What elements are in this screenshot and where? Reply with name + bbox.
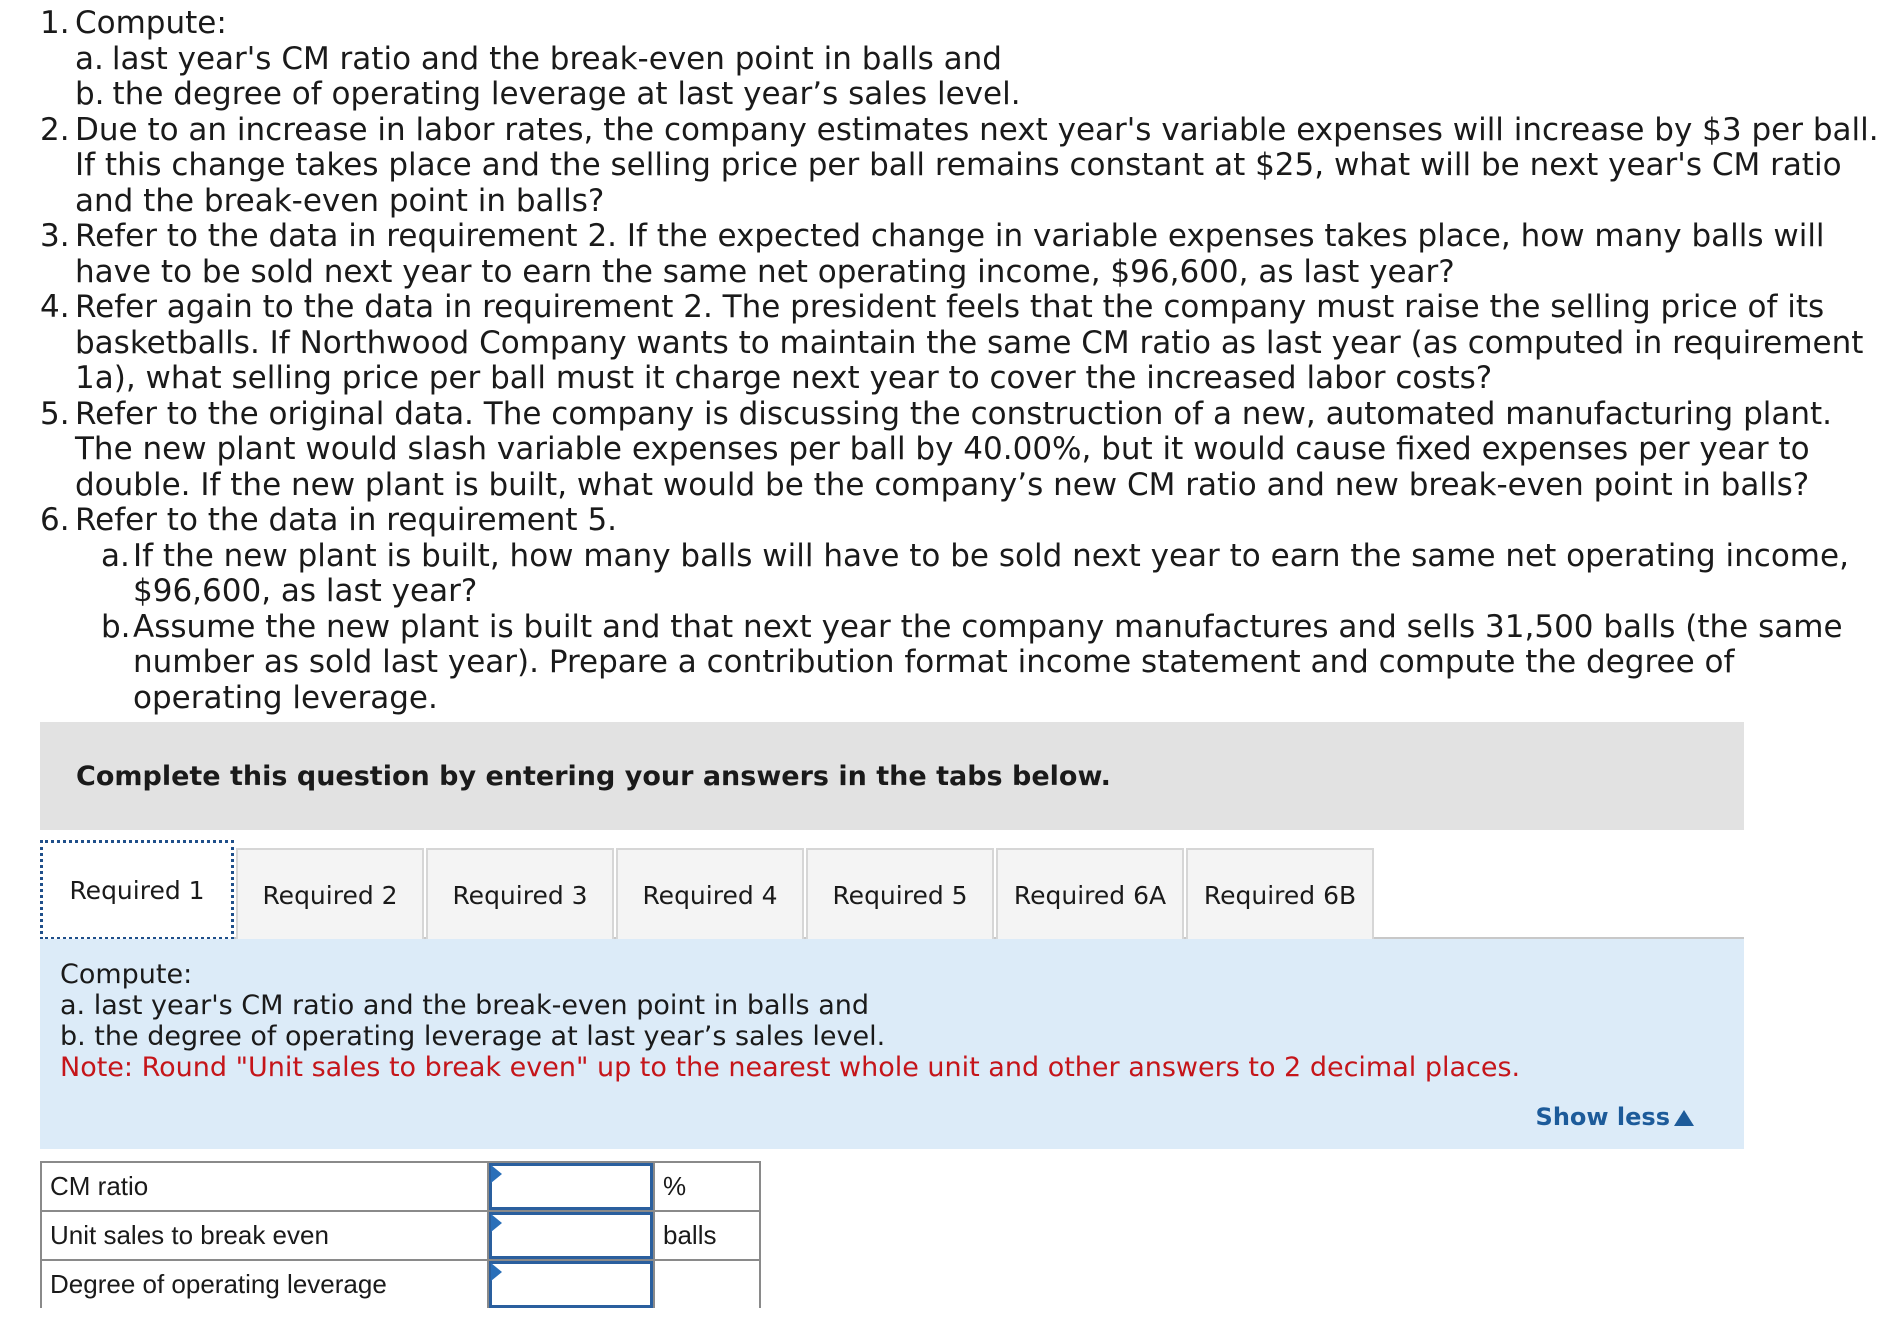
sub-requirement-6a — [75, 539, 1884, 610]
requirement-text: Refer to the data in requirement 2. If the expected change in variable expenses takes place, how many balls will have to be sold next year to earn the same net operating income, $96,600, as last year? — [75, 218, 1825, 290]
sub-text: If the new plant is built, how many balls will have to be sold next year to earn the same net operating income, $96,600, as last year? — [133, 537, 1849, 609]
panel-line-a: a. last year's CM ratio and the break-even point in balls and — [60, 990, 869, 1021]
rounding-note: Note: Round "Unit sales to break even" up to the nearest whole unit and other answers to 2 decimal places. — [60, 1052, 1521, 1083]
sub-letter: b. — [75, 76, 105, 112]
banner-text: Complete this question by entering your answers in the tabs below. — [76, 760, 1111, 792]
sub-requirements — [75, 539, 1884, 717]
sub-letter: b. — [101, 608, 131, 645]
requirement-number: 2. — [40, 111, 70, 148]
dol-input[interactable] — [489, 1261, 653, 1308]
requirement-text: Refer again to the data in requirement 2. The president feels that the company must raise the selling price of its basketballs. If Northwood Company wants to maintain the same CM ratio as last year (as computed in requirement 1a), what selling price per ball must it charge next year to cover the increased labor costs? — [75, 289, 1864, 396]
unit-percent: % — [654, 1162, 760, 1211]
tab-required-6a[interactable]: Required 6A — [996, 848, 1184, 940]
requirement-5 — [0, 397, 1892, 504]
sub-text: last year's CM ratio and the break-even point in balls and — [111, 40, 1002, 77]
sub-requirements — [75, 42, 1884, 113]
table-row — [41, 1162, 760, 1211]
unit-blank — [654, 1260, 760, 1309]
sub-letter: a. — [101, 537, 130, 574]
requirement-6 — [0, 503, 1892, 716]
triangle-up-icon — [1674, 1110, 1694, 1126]
tab-required-2[interactable]: Required 2 — [236, 848, 424, 940]
requirement-text: Refer to the original data. The company is discussing the construction of a new, automated manufacturing plant. The new plant would slash variable expenses per ball by 40.00%, but it would cause fixed expenses per year to double. If the new plant is built, what would be the company’s new CM ratio and new break-even point in balls? — [75, 395, 1833, 503]
tab-required-5[interactable]: Required 5 — [806, 848, 994, 940]
sub-requirement-1b — [75, 77, 1884, 113]
requirement-2 — [0, 113, 1892, 220]
requirements-list — [0, 6, 1892, 716]
unit-balls: balls — [654, 1211, 760, 1260]
row-label-unit-sales: Unit sales to break even — [41, 1211, 488, 1260]
requirement-number: 4. — [40, 289, 70, 325]
requirement-number: 6. — [40, 502, 70, 538]
requirement-3 — [0, 219, 1892, 290]
input-cell — [488, 1162, 654, 1211]
requirement-1 — [0, 6, 1892, 113]
requirement-tabs — [40, 840, 1744, 940]
table-row — [41, 1260, 760, 1309]
requirement-text: Compute: — [75, 5, 227, 41]
requirement-number: 3. — [40, 218, 70, 254]
sub-requirement-6b — [75, 610, 1884, 717]
sub-requirement-1a — [75, 42, 1884, 78]
requirement-text: Due to an increase in labor rates, the company estimates next year's variable expenses will increase by $3 per ball. If this change takes place and the selling price per ball remains constant at $25, what will be next year's CM ratio and the break-even point in balls? — [75, 111, 1879, 219]
answer-table — [40, 1161, 761, 1310]
tab-required-6b[interactable]: Required 6B — [1186, 848, 1374, 940]
input-cell — [488, 1211, 654, 1260]
input-cell — [488, 1260, 654, 1309]
row-label-cm-ratio: CM ratio — [41, 1162, 488, 1211]
tab-panel — [40, 939, 1744, 1149]
requirement-4 — [0, 290, 1892, 397]
tab-required-3[interactable]: Required 3 — [426, 848, 614, 940]
unit-sales-input[interactable] — [489, 1212, 653, 1259]
cm-ratio-input[interactable] — [489, 1163, 653, 1210]
panel-line-compute: Compute: — [60, 959, 193, 990]
viewport-cutoff — [0, 1308, 1892, 1320]
requirement-number: 1. — [40, 5, 70, 41]
table-row — [41, 1211, 760, 1260]
show-less-label: Show less — [1535, 1103, 1670, 1131]
row-label-dol: Degree of operating leverage — [41, 1260, 488, 1309]
requirement-text: Refer to the data in requirement 5. — [75, 502, 618, 538]
panel-line-b: b. the degree of operating leverage at last year’s sales level. — [60, 1021, 886, 1052]
show-less-link[interactable] — [1536, 1102, 1694, 1133]
requirement-number: 5. — [40, 395, 70, 432]
sub-text: the degree of operating leverage at last year’s sales level. — [112, 76, 1021, 112]
instructions-banner — [40, 722, 1744, 830]
tab-required-1[interactable]: Required 1 — [40, 840, 234, 940]
sub-text: Assume the new plant is built and that next year the company manufactures and sells 31,500 balls (the same number as sold last year). Prepare a contribution format income statement and compute the degree of operating leverage. — [133, 608, 1843, 716]
sub-letter: a. — [75, 40, 104, 77]
tab-required-4[interactable]: Required 4 — [616, 848, 804, 940]
